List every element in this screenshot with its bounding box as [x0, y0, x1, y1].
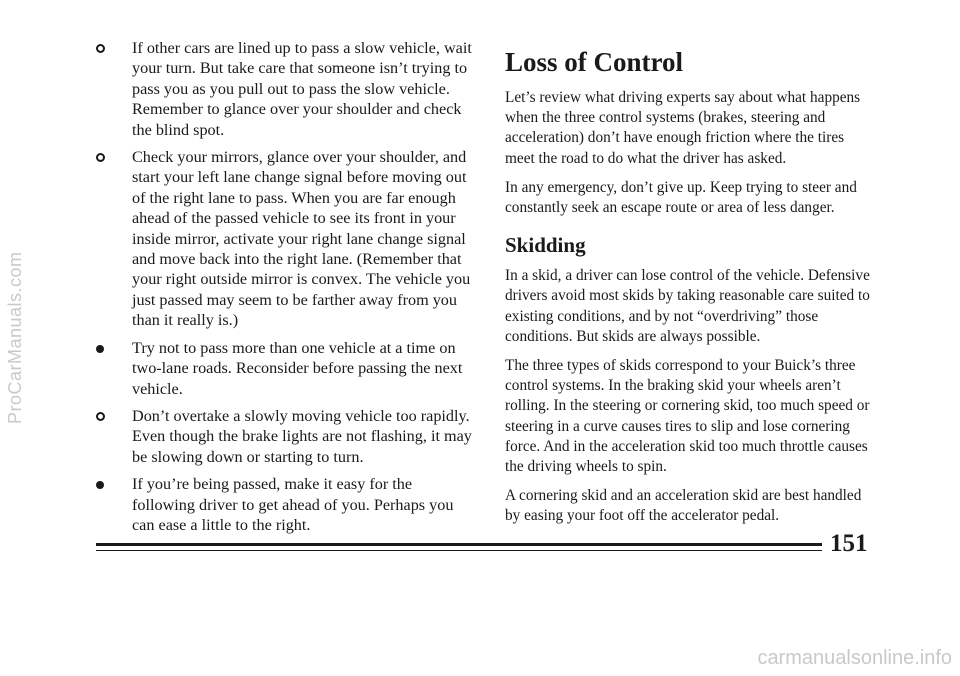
- bullet-text: If other cars are lined up to pass a slow vehicle, wait your turn. But take care that someone isn’t trying to pass you as you pull out to pass the slow vehicle. Remember to glance over your shoulder and check the blind spot.: [132, 39, 472, 139]
- bullet-text: Try not to pass more than one vehicle at a time on two-lane roads. Reconsider before passing the next vehicle.: [132, 338, 463, 398]
- bullet-text: If you’re being passed, make it easy for the following driver to get ahead of you. Perhaps you can ease a little to the right.: [132, 475, 454, 534]
- bullet-icon: [96, 412, 105, 421]
- page-number: 151: [830, 530, 868, 557]
- paragraph: The three types of skids correspond to your Buick’s three control systems. In the braking skid your wheels aren’t rolling. In the steering or cornering skid, too much speed or steering in a curve causes tires to slip and lose cornering force. And in the acceleration skid too much throttle causes the driving wheels to spin.: [505, 357, 870, 476]
- bullet-item: [96, 474, 476, 535]
- bullet-item: [96, 406, 476, 467]
- right-column: [505, 46, 877, 536]
- bullet-icon: [96, 481, 104, 489]
- side-watermark: ProCarManuals.com: [5, 251, 25, 425]
- bullet-text: Don’t overtake a slowly moving vehicle too rapidly. Even though the brake lights are not flashing, it may be slowing down or starting to turn.: [132, 406, 472, 466]
- paragraph: Let’s review what driving experts say about what happens when the three control systems (brakes, steering and acceleration) don’t have enough friction where the tires meet the road to do what the driver has asked.: [505, 89, 861, 167]
- paragraph: A cornering skid and an acceleration skid are best handled by easing your foot off the accelerator pedal.: [505, 487, 862, 525]
- paragraph: In any emergency, don’t give up. Keep trying to steer and constantly seek an escape route or area of less danger.: [505, 178, 857, 217]
- bottom-watermark: carmanualsonline.info: [757, 647, 952, 669]
- bullet-icon: [96, 153, 105, 162]
- bullet-icon: [96, 44, 105, 53]
- bullet-text: Check your mirrors, glance over your shoulder, and start your left lane change signal before moving out of the right lane to pass. When you are far enough ahead of the passed vehicle to see its front in your inside mirror, activate your right lane change signal and move back into the right lane. (Remember that your right outside mirror is convex. The vehicle you just passed may seem to be farther away from you than it really is.): [132, 148, 471, 330]
- subsection-title: Skidding: [505, 233, 586, 258]
- bullet-item: [96, 38, 476, 140]
- footer-rule-thick: [96, 543, 822, 546]
- section-title: Loss of Control: [505, 47, 684, 77]
- bullet-item: [96, 338, 476, 399]
- bullet-item: [96, 147, 476, 331]
- left-column: [96, 38, 476, 542]
- paragraph: In a skid, a driver can lose control of the vehicle. Defensive drivers avoid most skids by taking reasonable care suited to existing conditions, and by not “overdriving” those conditions. But skids are always possible.: [505, 267, 870, 345]
- bullet-icon: [96, 345, 104, 353]
- footer-rule-thin: [96, 550, 822, 551]
